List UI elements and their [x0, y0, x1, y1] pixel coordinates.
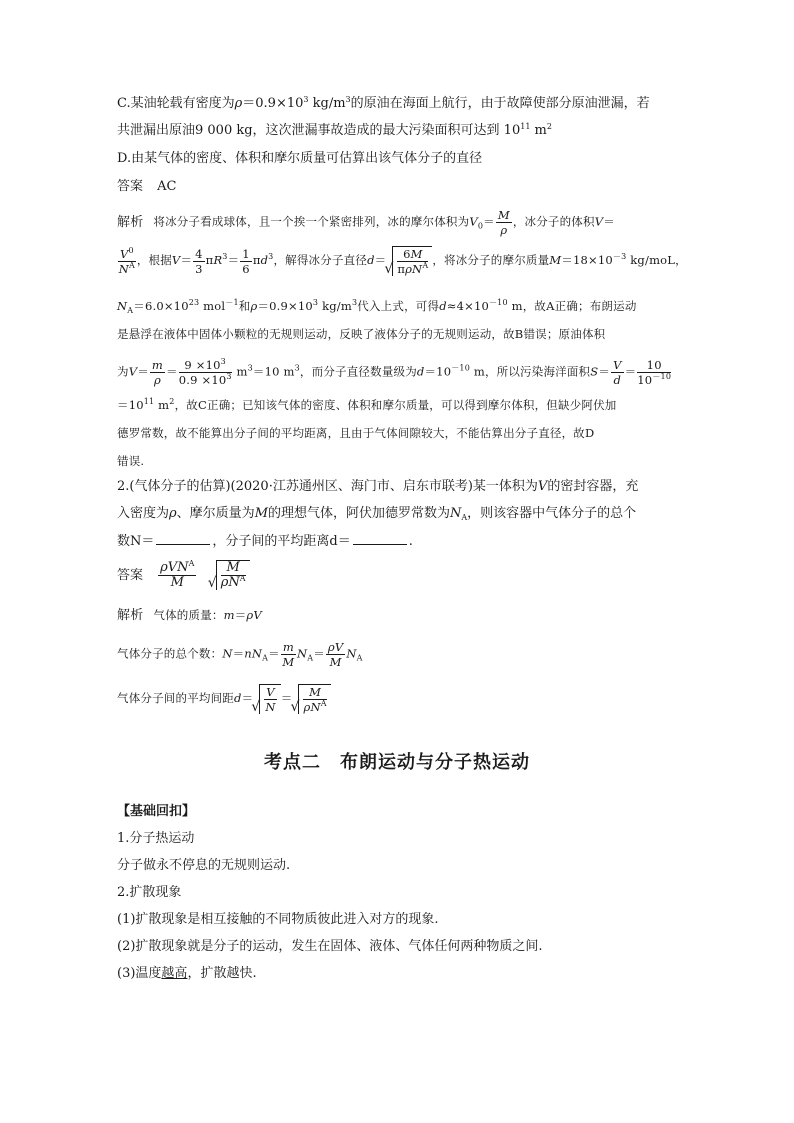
answer-label: 答案	[117, 567, 144, 583]
basics-s2-item2: (2)扩散现象就是分子的运动，发生在固体、液体、气体任何两种物质之间.	[117, 939, 543, 954]
answer-value: AC	[157, 179, 177, 194]
answer-2-count: $\frac{\rho VN^A}{M}$	[160, 558, 195, 590]
analysis-2-distance: 气体分子间的平均间距d＝ √ $\frac{V}{N}$ ＝ √ $\frac{M}{\rho N^A}$	[117, 684, 331, 714]
analysis-label: 解析	[117, 214, 144, 230]
basics-heading: 【基础回扣】	[117, 804, 196, 819]
analysis-1-line3: $N_A=6.0\times 10^{23}$ mol$^{-1}$和$\rho=0.9\times 10^3$ $kg/m^3$代入上式，可得$d\approx 4\times 10^{-10}$ m，故A正确；布朗运动	[117, 298, 637, 315]
analysis-1-line4: 是悬浮在液体中固体小颗粒的无规则运动，反映了液体分子的无规则运动，故B错误；原油体积	[117, 327, 606, 341]
answer-1	[117, 178, 177, 196]
option-d: D.由某气体的密度、体积和摩尔质量可估算出该气体分子的直径	[117, 151, 483, 166]
analysis-1-line5: 为V＝ $\frac{m}{\rho}$ ＝ $\frac{9 \times 10^3}{0.9 \times 10^3}$ $m^3=10$ $m^3$，而分子直径数量级为$d=10^{-10}$ m，所以污染海洋面积S＝ $\frac{V}{d}$ ＝ $\frac{10}{10^{-10}}$	[117, 357, 672, 387]
basics-s2-title: 2.扩散现象	[117, 885, 182, 900]
analysis-1-line6: $=10^{11}$ $m^2$，故C正确；已知该气体的密度、体积和摩尔质量，可以得到摩尔体积，但缺少阿伏加	[117, 397, 617, 412]
analysis-1-line1: 解析 将冰分子看成球体，且一个挨一个紧密排列，冰的摩尔体积为$V_0=$ $\frac{M}{\rho}$ ，冰分子的体积V＝	[117, 208, 615, 237]
analysis-2-mass: 解析 气体的质量：m＝ρV	[117, 608, 262, 623]
answer-blank-d[interactable]	[353, 532, 407, 545]
basics-s1-text: 分子做永不停息的无规则运动.	[117, 858, 291, 873]
answer-2-distance: √ $\frac{M}{\rho N^A}$	[216, 560, 250, 590]
option-c-line1: C.某油轮载有密度为$\rho=0.9\times 10^3$ $kg/m^3$的原油在海面上航行，由于故障使部分原油泄漏，若	[117, 95, 650, 111]
q2-line1: 2.(气体分子的估算)(2020·江苏通州区、海门市、启东市联考)某一体积为V的密封容器，充	[117, 479, 639, 494]
analysis-label: 解析	[117, 608, 144, 623]
basics-s1-title: 1.分子热运动	[117, 831, 195, 846]
analysis-2-count: 气体分子的总个数：$N=nN_A=$ $\frac{m}{M}$ $N_A=$ $\frac{\rho V}{M}$ $N_A$	[117, 640, 363, 669]
underlined-keyword: 越高	[161, 966, 188, 981]
q2-line3: 数N＝ ，分子间的平均距离d＝ .	[117, 534, 413, 549]
answer-label: 答案	[117, 179, 144, 194]
section-title: 考点二 布朗运动与分子热运动	[264, 752, 530, 773]
analysis-1-line2: $\frac{V^0}{N^A}$ ，根据V＝ $\frac{4}{3}$ $\pi R^3=$ $\frac{1}{6}$ $\pi d^3$，解得冰分子直径d＝ √ $\frac{6M}{\pi\rho N^A}$ ，将冰分子的摩尔质量$M=18\times 10^{-3}$ kg/moL，	[117, 246, 687, 276]
analysis-1-line8: 错误.	[117, 454, 145, 468]
option-c-line2: 共泄漏出原油9 000 kg，这次泄漏事故造成的最大污染面积可达到 $10^{11}$ $m^2$	[117, 122, 552, 138]
analysis-1-line7: 德罗常数，故不能算出分子间的平均距离，且由于气体间隙较大，不能估算出分子直径，故D	[117, 426, 595, 440]
basics-s2-item3: (3)温度越高，扩散越快.	[117, 966, 257, 981]
answer-blank-n[interactable]	[156, 532, 210, 545]
q2-line2: 入密度为ρ、摩尔质量为M的理想气体，阿伏加德罗常数为$N_A$，则该容器中气体分子的总个	[117, 506, 637, 522]
answer-2	[117, 560, 250, 590]
basics-s2-item1: (1)扩散现象是相互接触的不同物质彼此进入对方的现象.	[117, 912, 439, 927]
